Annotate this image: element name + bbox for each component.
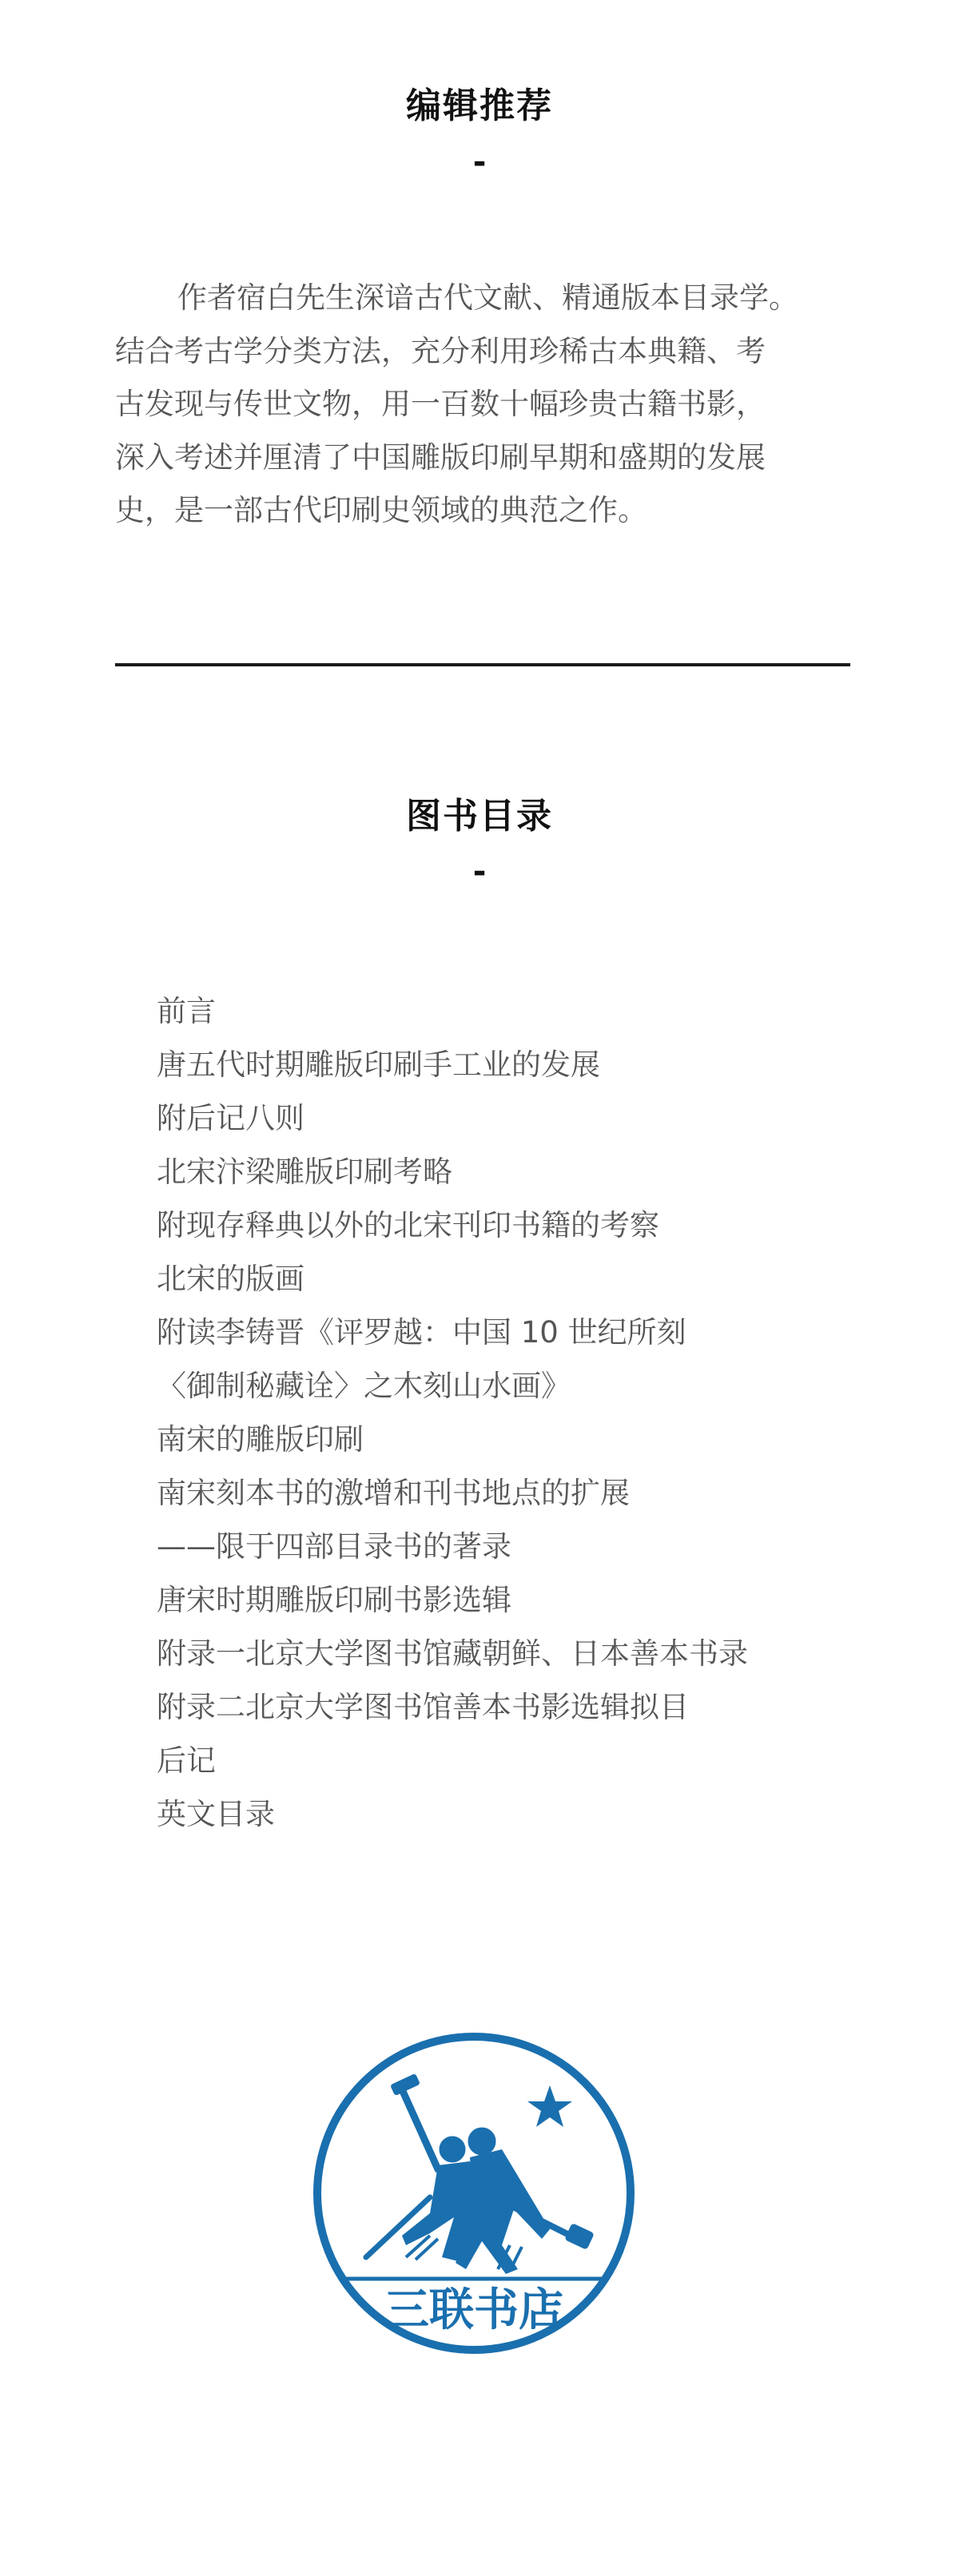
toc-item: 英文目录 (157, 1797, 275, 1831)
toc-item: 附录一北京大学图书馆藏朝鲜、日本善本书录 (157, 1636, 748, 1671)
toc-item: 〈御制秘藏诠〉之木刻山水画》 (157, 1369, 571, 1403)
toc-dash: - (472, 853, 487, 890)
recommend-line: 深入考述并厘清了中国雕版印刷早期和盛期的发展 (115, 439, 766, 475)
toc-list (157, 984, 876, 1841)
toc-item: 附读李铸晋《评罗越：中国 10 世纪所刻 (157, 1315, 686, 1350)
recommend-line: 史，是一部古代印刷史领域的典范之作。 (115, 493, 647, 527)
toc-item: 北宋的版画 (157, 1262, 304, 1296)
recommend-line: 作者宿白先生深谙古代文献、精通版本目录学。 (177, 280, 798, 315)
toc-item: 后记 (157, 1743, 216, 1778)
recommend-line: 结合考古学分类方法，充分利用珍稀古本典籍、考 (115, 333, 766, 368)
toc-item: 唐五代时期雕版印刷手工业的发展 (157, 1047, 600, 1082)
logo-text: 三联书店 (384, 2284, 563, 2336)
toc-item: 唐宋时期雕版印刷书影选辑 (157, 1583, 511, 1617)
sanlian-logo (310, 2029, 638, 2357)
toc-item: ——限于四部目录书的著录 (157, 1529, 511, 1564)
recommend-line: 古发现与传世文物，用一百数十幅珍贵古籍书影， (115, 387, 766, 421)
toc-item: 附录二北京大学图书馆善本书影选辑拟目 (157, 1690, 689, 1724)
recommend-title: 编辑推荐 (406, 85, 553, 126)
toc-title: 图书目录 (406, 796, 553, 837)
sanlian-logo-icon (310, 2029, 638, 2357)
recommend-dash: - (472, 144, 487, 181)
toc-item: 附现存释典以外的北宋刊印书籍的考察 (157, 1208, 659, 1242)
recommend-paragraph (115, 272, 858, 538)
star-icon (527, 2085, 572, 2127)
toc-item: 前言 (157, 994, 216, 1028)
toc-item: 北宋汴梁雕版印刷考略 (157, 1155, 452, 1189)
toc-item: 附后记八则 (157, 1101, 304, 1135)
toc-item: 南宋刻本书的激增和刊书地点的扩展 (157, 1476, 630, 1510)
section-divider (115, 663, 850, 666)
toc-item: 南宋的雕版印刷 (157, 1422, 364, 1457)
